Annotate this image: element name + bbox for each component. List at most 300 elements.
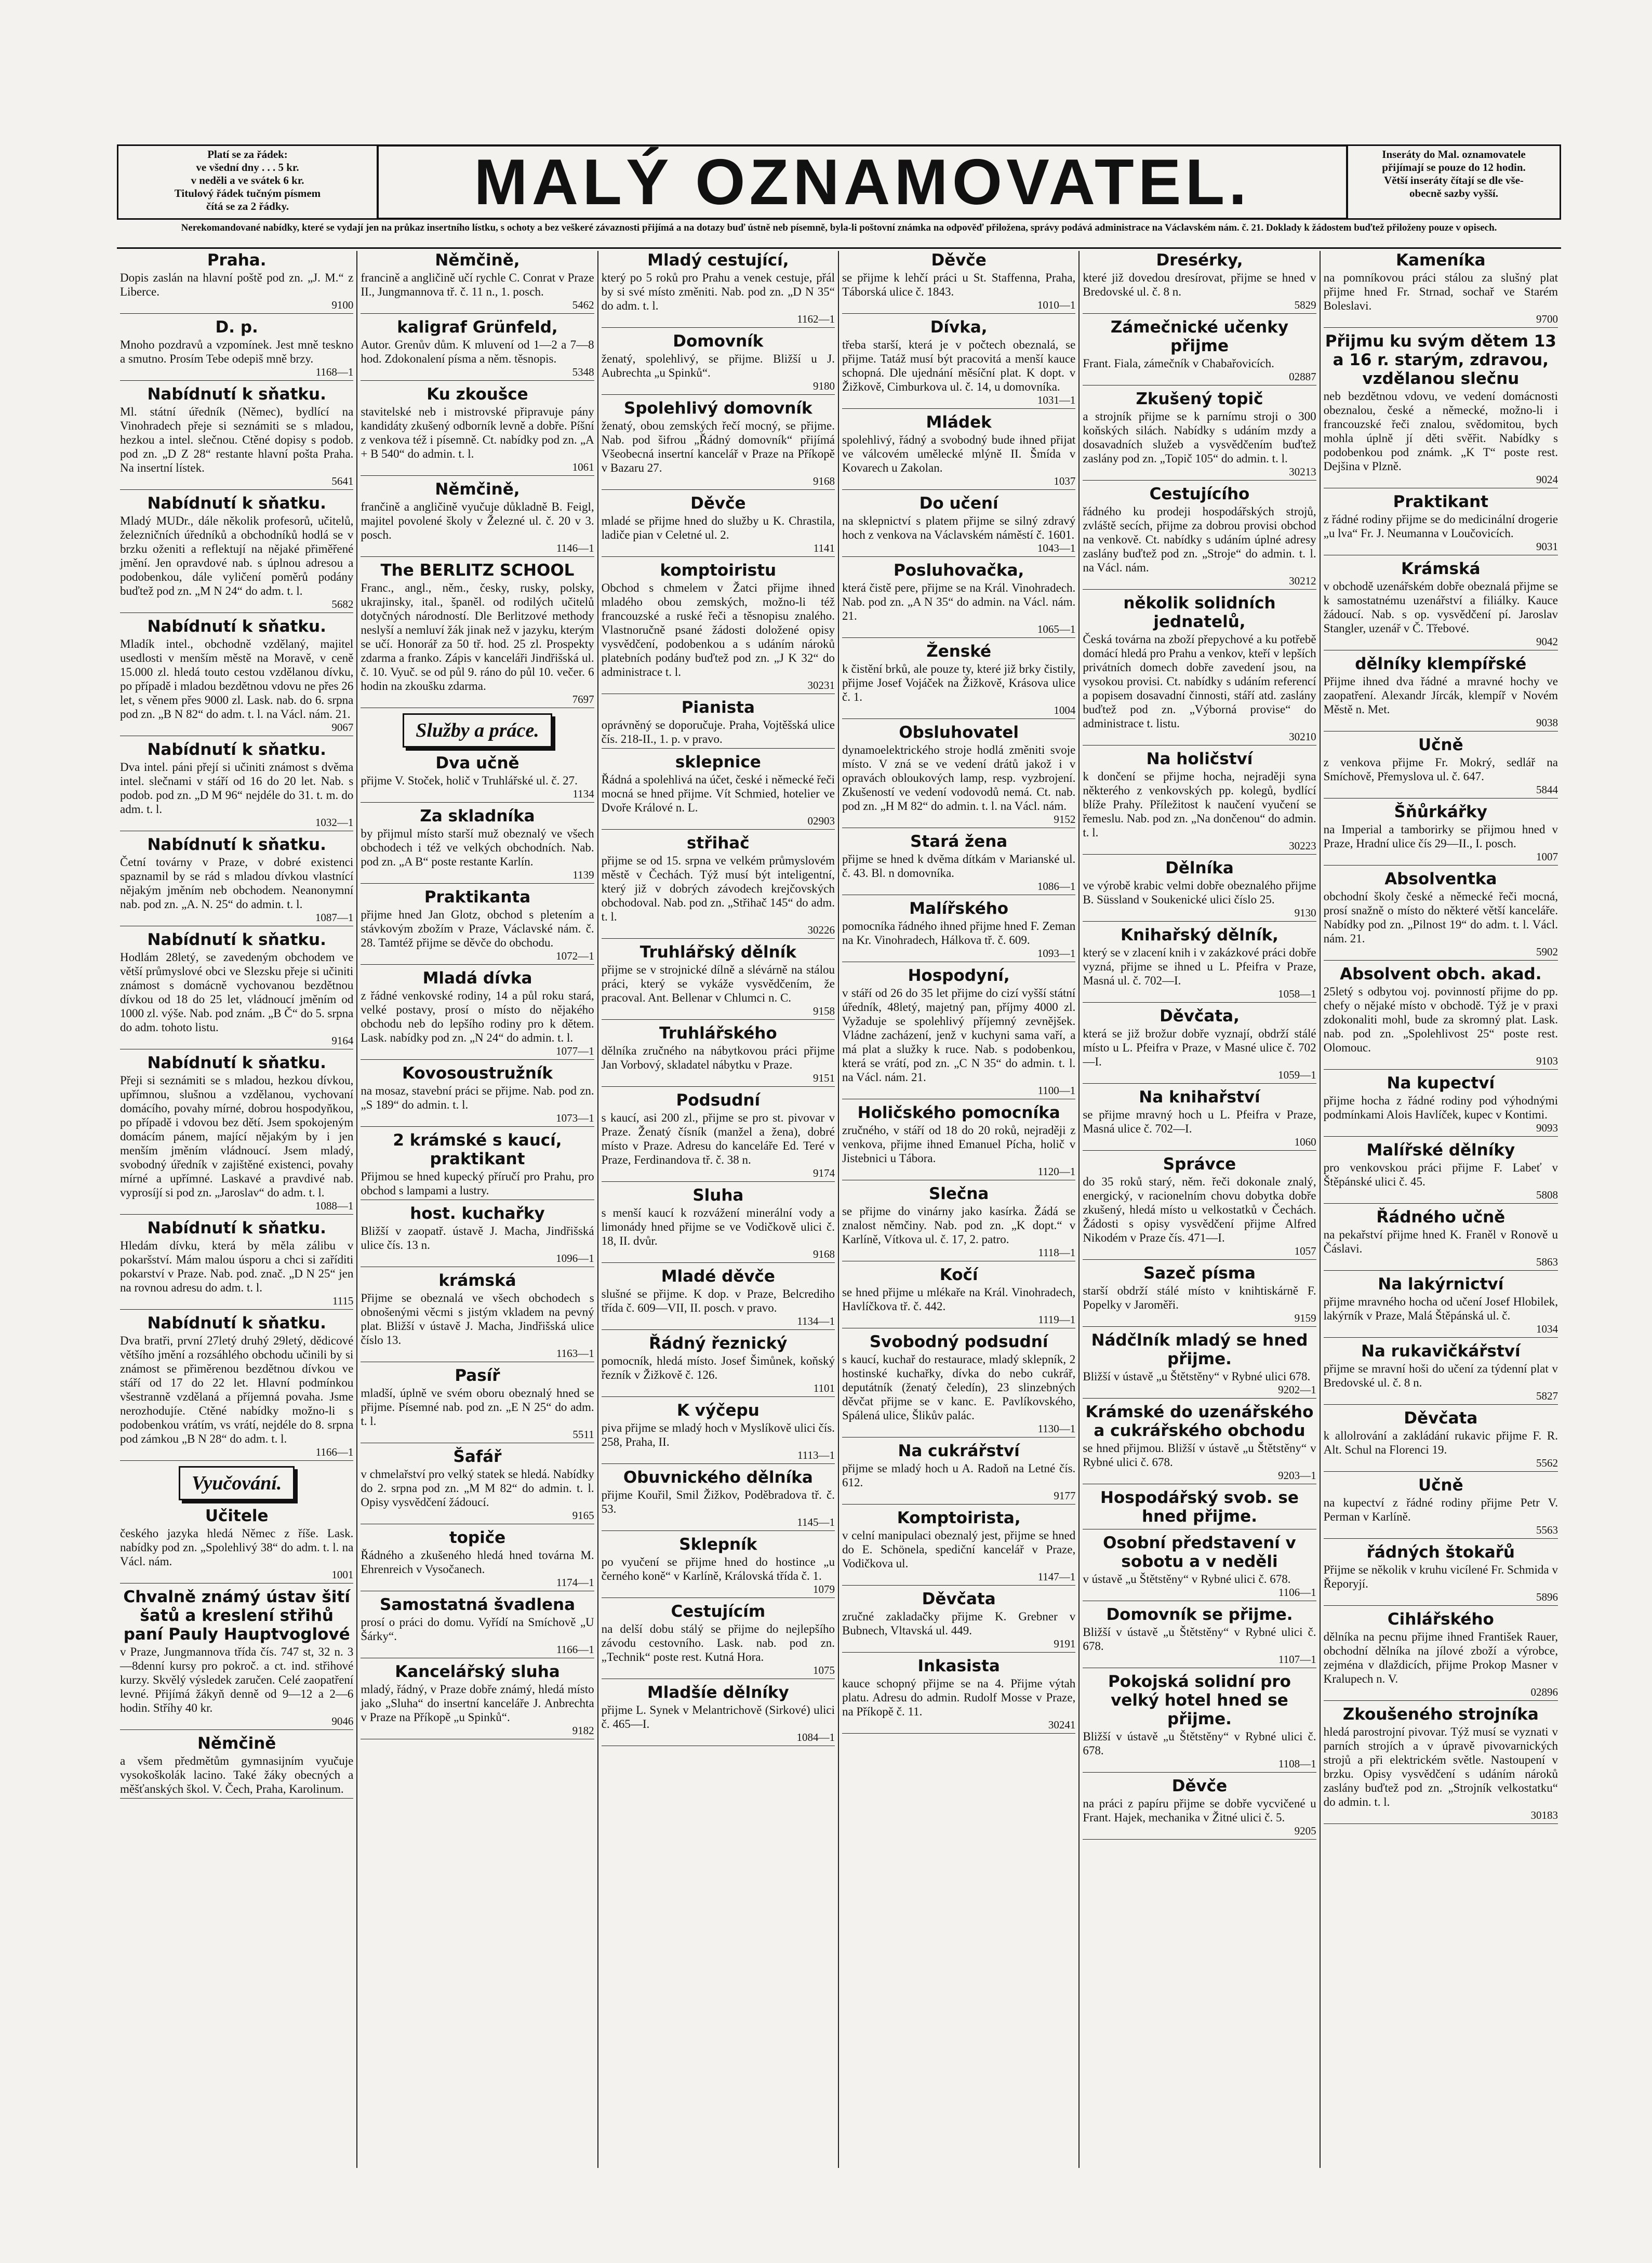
ad-number: 1031—1 xyxy=(842,394,1075,409)
ad-number: 5682 xyxy=(120,598,353,613)
ad-headline: 2 krámské s kaucí, praktikant xyxy=(393,1131,562,1168)
ad-number: 1088—1 xyxy=(120,1200,353,1215)
ad-headline: Samostatná švadlena xyxy=(379,1595,576,1614)
classified-ad xyxy=(602,1024,835,1087)
classified-ad xyxy=(120,318,353,381)
classified-ad xyxy=(602,1267,835,1330)
ad-number: 1101 xyxy=(602,1382,835,1397)
ad-headline: krámská xyxy=(438,1271,516,1290)
classified-ad xyxy=(1324,332,1558,488)
classified-ad xyxy=(1083,1605,1316,1668)
ad-headline: Dělníka xyxy=(1165,859,1234,877)
classified-ad xyxy=(361,1528,594,1591)
ad-number: 1058—1 xyxy=(1083,988,1316,1003)
ad-headline: Nabídnutí k sňatku. xyxy=(147,1219,326,1237)
ad-number: 1163—1 xyxy=(361,1347,594,1362)
ad-body: a všem předmětům gymnasijním vyučuje vysokoškolák lacino. Také žáky obecných a měšťanských škol. V. Čech, Praha, Karolinum. xyxy=(120,1754,354,1795)
ad-headline: několik solidních jednatelů, xyxy=(1123,594,1276,631)
ad-headline: Na rukavičkářství xyxy=(1361,1342,1521,1361)
pricing-box xyxy=(117,144,377,220)
classified-ad xyxy=(361,1366,594,1443)
ad-number: 30213 xyxy=(1083,465,1316,481)
ad-number: 30212 xyxy=(1083,575,1316,590)
classified-ad xyxy=(120,835,353,926)
header-note: Nerekomandované nabídky, které se vydají jen na průkaz insertního lístku, s ochoty a bez veškeré závaznosti přijímá a na dotazy buď ústně neb písemně, byla-li poštovní známka na odpověď přiložena, správy podává administrace na Václavském nám. č. 21. Doklady k žádostem buďtež přiloženy pouze v opisech. xyxy=(181,222,1497,233)
ad-number: 1106—1 xyxy=(1083,1586,1316,1601)
ad-headline: střihač xyxy=(687,834,750,853)
ad-headline: Sazeč písma xyxy=(1143,1264,1256,1283)
ad-body: na delší dobu stálý se přijme do nejlepšího závodu cestovního. Lask. nab. pod zn. „Technik“ poste rest. Kutná Hora. xyxy=(601,1622,835,1663)
ad-headline: Domovník xyxy=(673,332,764,351)
ad-number: 9152 xyxy=(842,813,1075,828)
ad-body: Přijme se obeznalá ve všech obchodech s obnošenými věcmi s jistým vkladem na pevný plat. Bližší v ústavě J. Macha, Jindřišská ulice číslo 13. xyxy=(361,1292,594,1347)
classified-ad xyxy=(602,251,835,328)
classified-ad xyxy=(361,1204,594,1267)
ad-number: 1077—1 xyxy=(361,1045,594,1060)
ad-headline: Osobní představení v sobotu a v neděli xyxy=(1103,1534,1296,1571)
classified-ad xyxy=(1324,251,1558,328)
ad-number: 9130 xyxy=(1083,907,1316,922)
classified-ad xyxy=(361,1595,594,1658)
ad-headline: Komptoirista, xyxy=(897,1509,1021,1527)
ad-number: 9042 xyxy=(1324,635,1558,650)
classified-ad xyxy=(1083,594,1316,746)
ad-headline: Němčině, xyxy=(435,251,520,270)
ad-headline: Pasíř xyxy=(455,1366,500,1385)
ad-number: 5462 xyxy=(361,299,594,314)
ad-headline: Na holičství xyxy=(1146,750,1253,768)
classified-ad xyxy=(842,561,1075,638)
ad-headline: Nabídnutí k sňatku. xyxy=(147,1314,326,1333)
ad-body: přijme hned Jan Glotz, obchod s pletením a stávkovým zbožím v Praze, Václavské nám. č. 28. Tamtéž přijme se děvče do obchodu. xyxy=(361,908,594,949)
classified-ad xyxy=(361,318,594,381)
ad-headline: Slečna xyxy=(928,1184,989,1203)
ad-headline: Praktikant xyxy=(1393,492,1489,511)
ad-number: 1115 xyxy=(120,1295,353,1310)
ad-number: 5844 xyxy=(1324,783,1558,798)
classified-ad xyxy=(1324,965,1558,1070)
ad-number: 30241 xyxy=(842,1719,1075,1734)
ad-number: 1084—1 xyxy=(602,1731,835,1746)
classified-ad xyxy=(602,561,835,694)
ad-number: 1059—1 xyxy=(1083,1069,1316,1084)
pricing-line: Titulový řádek tučným písmem xyxy=(174,187,321,199)
ad-body: Mladík intel., obchodně vzdělaný, majitel usedlosti v menším městě na Moravě, v ceně 15.000 zl. hledá touto cestou vzdělanou dívku, po případě i mladou bezdětnou vdovu ne přes 26 let, s věnem přes 9000 zl. Lask. nab. do 6. srpna pod zn. „B N 82“ do adm. t. l. na Václ. nám. 21. xyxy=(120,637,354,721)
ad-number: 5511 xyxy=(361,1428,594,1443)
classified-ad xyxy=(1324,1476,1558,1539)
classified-ad xyxy=(1324,560,1558,650)
classified-ad xyxy=(1083,390,1316,481)
classified-ad xyxy=(1324,1342,1558,1405)
ad-body: piva přijme se mladý hoch v Myslíkově ulici čís. 258, Praha, II. xyxy=(601,1421,835,1448)
classified-ad xyxy=(842,1657,1075,1734)
ad-body: Obchod s chmelem v Žatci přijme ihned mladého obou zemských, možno-li též francouzské a ruské řeči a těsnopisu znalého. Vlastnoručně psané žádosti doložené opisy vysvědčení, podobenkou a s udáním nároků platebních podány buďtež pod zn. „J K 32“ do administrace t. l. xyxy=(601,581,835,678)
classified-ad xyxy=(842,1333,1075,1437)
classified-ad xyxy=(120,1734,353,1799)
ad-number: 5863 xyxy=(1324,1256,1558,1271)
ad-headline: Zkušený topič xyxy=(1136,390,1263,408)
ad-body: ve výrobě krabic velmi dobře obeznalého přijme B. Süssland v Soukenické ulici číslo 25. xyxy=(1083,879,1316,906)
ad-body: obchodní školy české a německé řeči mocná, prosí snažně o místo do některé větší kanceláře. Nabídky pod zn. „Pilnost 19“ do adm. t. l. Václ. nám. 21. xyxy=(1323,890,1558,945)
classified-ad xyxy=(120,740,353,831)
ad-body: se hned přijmou. Bližší v ústavě „u Štětstěny“ v Rybné ulici č. 678. xyxy=(1083,1442,1316,1469)
ad-number: 9038 xyxy=(1324,716,1558,731)
ad-body: která se již brožur dobře vyznají, obdrží stálé místo u L. Pfeifra v Praze, v Masné ulice č. 702—I. xyxy=(1083,1027,1316,1068)
ad-number: 9024 xyxy=(1324,473,1558,488)
ad-headline: Krámská xyxy=(1401,560,1481,578)
ad-headline: Ku zkoušce xyxy=(427,385,528,404)
ad-number: 1130—1 xyxy=(842,1422,1075,1437)
classified-ad xyxy=(602,1535,835,1598)
classified-ad xyxy=(361,969,594,1060)
ad-number: 1037 xyxy=(842,475,1075,490)
classified-ad xyxy=(842,1509,1075,1586)
classified-ad xyxy=(361,385,594,476)
ad-headline: Mladé děvče xyxy=(661,1267,775,1286)
ad-number: 9158 xyxy=(602,1005,835,1020)
ad-number: 1119—1 xyxy=(842,1313,1075,1328)
ad-body: na pekařství přijme hned K. Franěl v Ronově u Čáslavi. xyxy=(1323,1228,1558,1255)
ad-headline: Dresérky, xyxy=(1156,251,1243,270)
classified-ad xyxy=(361,1447,594,1524)
ad-headline: Nabídnutí k sňatku. xyxy=(147,1054,326,1072)
ad-body: mladé se přijme hned do služby u K. Chrastila, ladiče pian v Celetné ul. 2. xyxy=(601,514,835,541)
ad-headline: Děvče xyxy=(690,494,746,513)
ad-body: Přijmou se hned kupecký příručí pro Prahu, pro obchod s lampami a lustry. xyxy=(361,1170,594,1197)
ad-number: 9202—1 xyxy=(1083,1383,1316,1399)
ad-headline: sklepnice xyxy=(675,753,761,771)
ad-headline: Děvče xyxy=(1171,1777,1228,1795)
ad-headline: Šafář xyxy=(453,1447,502,1466)
ad-headline: Praha. xyxy=(207,251,267,270)
classified-ad xyxy=(602,1468,835,1531)
ad-headline: komptoiristu xyxy=(660,561,777,580)
ad-body: z venkova přijme Fr. Mokrý, sedlář na Smíchově, Přemyslova ul. č. 647. xyxy=(1323,756,1558,783)
ad-number: 1034 xyxy=(1324,1323,1558,1338)
ad-body: starší obdrží stálé místo v knihtiskárně F. Popelky v Jaroměři. xyxy=(1083,1284,1316,1311)
classified-ad xyxy=(1324,1141,1558,1204)
classified-ad xyxy=(120,930,353,1049)
ad-number: 02903 xyxy=(602,815,835,830)
ad-body: Hledám dívku, která by měla zálibu v pokaršství. Mám malou úsporu a chci si zaříditi pokarství v Praze. Nab. pod. znač. „D N 25“ jen na rovnou adresu do adm. t. l. xyxy=(120,1239,354,1294)
ad-body: přijme se od 15. srpna ve velkém průmyslovém městě v Čechách. Týž musí být inteligentní, který již v dobrých závodech krejčovských obchodoval. Nab. pod zn. „Střihač 145“ do adm. t. l. xyxy=(601,854,835,923)
classified-ad xyxy=(361,888,594,965)
classified-ad xyxy=(842,1590,1075,1653)
classified-ad xyxy=(361,1271,594,1362)
ad-number: 1010—1 xyxy=(842,299,1075,314)
ad-number: 30223 xyxy=(1083,840,1316,855)
ad-body: Dva bratři, první 27letý druhý 29letý, dědicové většího jmění a rozsáhlého obchodu učinili by si známost se přiměrenou bezdětnou dívkou ve stáří od 17 do 22 let. Hlavní podmínkou všestranně vzdělaná a příjemná povaha. Jsme nerozhodujíe. Ctěné nabídky možno-li s podobenkou vrátím, vs vrátí, nejdéle do 8. srpna pod zámkou „B N 28“ do adm. t. l. xyxy=(120,1334,354,1445)
ad-column xyxy=(117,251,357,2168)
ad-headline: Kovosoustružník xyxy=(402,1064,553,1083)
classified-ad xyxy=(842,832,1075,895)
ad-number: 1145—1 xyxy=(602,1516,835,1531)
ad-number: 9168 xyxy=(602,1248,835,1263)
ad-body: řádného ku prodeji hospodářských strojů, zvláště secích, přijme za dobrou provisi obchod na venkově. Ct. nabídky s udáním úplné adresy zaslány buďtež pod zn. „Stroje“ do admin. t. l. na Václ. nám. xyxy=(1083,505,1316,574)
ad-number: 1057 xyxy=(1083,1245,1316,1260)
ad-number: 1147—1 xyxy=(842,1570,1075,1586)
ad-body: českého jazyka hledá Němec z říše. Lask. nabídky pod zn. „Spolehlivý 38“ do adm. t. l. na Václ. nám. xyxy=(120,1527,354,1568)
ad-column xyxy=(1080,251,1320,2168)
ad-headline: Do učení xyxy=(919,494,998,513)
classified-ad xyxy=(1083,1155,1316,1260)
ad-body: Hodlám 28letý, se zavedeným obchodem ve větší průmyslové obci ve Slezsku přeje si učiniti známost s domácně vychovanou bezdětnou dívkou od 18 do 25 let, vládnoucí jměním od 1000 zl. výše. Nab. pod znám. „B Č“ do 5. srpna do adm. tohoto listu. xyxy=(120,951,354,1034)
ad-number: 1139 xyxy=(361,869,594,884)
ad-body: přijme se v strojnické dílně a slévárně na stálou práci, který se vykáže vysvědčením, že pracoval. Ant. Bellenar v Chlumci n. C. xyxy=(601,963,835,1004)
ad-body: přijme se mravní hoši do učení za týdenní plat v Bredovské ul. č. 8 n. xyxy=(1323,1362,1558,1389)
ad-headline: topiče xyxy=(449,1528,506,1547)
ad-body: Ml. státní úředník (Němec), bydlící na Vinohradech přeje si seznámiti se s mladou, hezkou a intel. slečnou. Ctěné dopisy s podob. pod zn. „D Z 28“ restante hlavní pošta Praha. Na insertní lístek. xyxy=(120,405,354,474)
ad-headline: Absolvent obch. akad. xyxy=(1340,965,1542,983)
ad-headline: Učně xyxy=(1418,1476,1463,1495)
classified-ad xyxy=(602,753,835,830)
classified-ad xyxy=(842,251,1075,314)
ad-headline: Nabídnutí k sňatku. xyxy=(147,385,326,404)
ad-number: 5827 xyxy=(1324,1390,1558,1405)
classified-ad xyxy=(1083,1672,1316,1773)
classified-ad xyxy=(120,1507,353,1583)
ad-body: k čistění brků, ale pouze ty, které již brky čistily, přijme Josef Vojáček na Žižkově, Krásova ulice č. 1. xyxy=(842,662,1076,703)
classified-ad xyxy=(1324,655,1558,731)
ad-body: pomocníka řádného ihned přijme hned F. Zeman na Kr. Vinohradech, Hálkova tř. č. 609. xyxy=(842,920,1076,947)
classified-ad xyxy=(842,966,1075,1099)
ad-number: 1079 xyxy=(602,1583,835,1598)
ad-body: v ústavě „u Štětstěny“ v Rybné ulici č. 678. xyxy=(1083,1573,1291,1586)
ad-headline: Inkasista xyxy=(917,1657,1000,1675)
classified-ad xyxy=(1083,251,1316,314)
ad-headline: Obuvnického dělníka xyxy=(623,1468,813,1487)
ad-number: 5348 xyxy=(361,366,594,381)
insertion-info-line: přijímají se pouze do 12 hodin. xyxy=(1382,161,1526,174)
ad-headline: Učně xyxy=(1418,736,1463,754)
ad-body: se přijme do vinárny jako kasírka. Žádá se znalost němčiny. Nab. pod zn. „K dopt.“ v Karlíně, Vítkova ul. č. 17, 2. patro. xyxy=(842,1205,1076,1246)
ad-body: s menší kaucí k rozvážení minerální vody a limonády hned přijme se ve Vodičkově ulici č. 18, II. dvůr. xyxy=(601,1206,835,1247)
ad-headline: Ženské xyxy=(926,642,992,661)
insertion-info-line: obecně sazby vyšší. xyxy=(1409,187,1498,199)
ad-body: třeba starší, která je v počtech obeznalá, se přijme. Tatáž musí být pracovitá a menší kauce schopná. Dle ujednání měsíční plat. K dopt. v Žižkově, Cimburkova ul. č. 14, u domovníka. xyxy=(842,338,1076,393)
ad-headline: K výčepu xyxy=(676,1401,760,1420)
ad-number: 9165 xyxy=(361,1509,594,1524)
ad-headline: Zámečnické učenky přijme xyxy=(1110,318,1289,355)
ad-body: s kaucí, asi 200 zl., přijme se pro st. pivovar v Praze. Ženatý čísník (manžel a žena), dobré místo v Praze. Adresu do kanceláře Ed. Teré v Praze, Ferdinandova tř. č. 38 n. xyxy=(601,1111,835,1166)
ad-body: Bližší v zaopatř. ústavě J. Macha, Jindřišská ulice čís. 13 n. xyxy=(361,1224,594,1252)
classified-ad xyxy=(1083,485,1316,590)
ad-body: který se v zlacení knih i v zakázkové práci dobře vyzná, přijme se ihned u L. Pfeifra v Praze, Masná ul. č. 702—I. xyxy=(1083,946,1316,987)
classified-ad xyxy=(602,943,835,1020)
ad-number: 30231 xyxy=(602,679,835,694)
ad-headline: Sluha xyxy=(692,1186,744,1205)
ad-body: mladší, úplně ve svém oboru obeznalý hned se přijme. Písemné nab. pod zn. „E N 25“ do adm. t. l. xyxy=(361,1387,594,1428)
ad-body: na práci z papíru přijme se dobře vycvičené u Frant. Hajek, mechanika v Žitné ulici č. 5. xyxy=(1083,1797,1316,1824)
ad-headline: Cestujícím xyxy=(671,1602,766,1621)
classified-ad xyxy=(120,385,353,490)
ad-body: kauce schopný přijme se na 4. Přijme výtah platu. Adresu do admin. Rudolf Mosse v Praze, na Příkopě č. 11. xyxy=(842,1677,1076,1718)
page-title: MALÝ OZNAMOVATEL. xyxy=(377,144,1348,220)
ad-headline: Děvčata xyxy=(1404,1409,1478,1428)
ad-number: 9174 xyxy=(602,1167,835,1182)
ad-headline: Sklepník xyxy=(679,1535,757,1554)
ad-body: se hned přijme u mlékaře na Král. Vinohradech, Havlíčkova tř. č. 442. xyxy=(842,1286,1076,1313)
ad-number xyxy=(120,1796,353,1799)
pricing-line: v neděli a ve svátek 6 kr. xyxy=(191,174,304,187)
classified-ad xyxy=(842,318,1075,409)
ad-number: 1087—1 xyxy=(120,911,353,926)
classified-ad xyxy=(1324,1275,1558,1338)
classified-ad xyxy=(361,480,594,557)
ad-body: Bližší v ústavě „u Štětstěny“ v Rybné ulici 678. xyxy=(1083,1370,1311,1383)
ad-headline: Hospodyní, xyxy=(908,966,1010,985)
ad-body: dělníka zručného na nábytkovou práci přijme Jan Vorbový, skladatel nábytku v Praze. xyxy=(601,1044,835,1071)
ad-headline: Mládek xyxy=(926,413,992,432)
ad-body: Řádná a spolehlivá na účet, české i německé řeči mocná se hned přijme. Vít Schmied, hotelier ve Dvoře Králové n. L. xyxy=(601,773,835,814)
ad-number: 9159 xyxy=(1083,1312,1316,1327)
ad-number: 9031 xyxy=(1324,540,1558,555)
ad-number: 1113—1 xyxy=(602,1449,835,1464)
ad-number: 1075 xyxy=(602,1664,835,1679)
classified-ad xyxy=(602,1602,835,1679)
classified-ad xyxy=(602,1401,835,1464)
ad-headline: Mladšíe dělníky xyxy=(647,1683,789,1702)
ad-body: Mladý MUDr., dále několik profesorů, učitelů, železničních úředníků a obchodníků hodlá se v brzku oženiti a reflektují na nějaké přiměřené jmění. Jen opravdové nab. s úplnou adresou a podobenkou, dále vyličení poměrů podány buďtež pod zn. „M N 24“ do adm. t. l. xyxy=(120,514,354,597)
ad-headline: Nabídnutí k sňatku. xyxy=(147,930,326,949)
section-heading xyxy=(120,1466,353,1500)
classified-ad xyxy=(1324,1705,1558,1824)
ad-body: po vyučení se přijme hned do hostince „u černého koně“ v Karlíně, Královská třída č. 1. xyxy=(601,1555,835,1582)
classified-ad xyxy=(1324,803,1558,866)
ad-number: 30226 xyxy=(602,924,835,939)
ad-body: by přijmul místo starší muž obeznalý ve všech obchodech i též ve velkých obchodních. Nab. pod zn. „A B“ poste restante Karlín. xyxy=(361,827,594,868)
ad-body: přijme se hned k dvěma dítkám v Marianské ul. č. 43. Bl. n domovníka. xyxy=(842,853,1076,880)
ad-number: 9151 xyxy=(602,1072,835,1087)
ad-body: Bližší v ústavě „u Štětstěny“ v Rybné ulici č. 678. xyxy=(1083,1730,1316,1757)
ad-headline: Pokojská solidní pro velký hotel hned se přijme. xyxy=(1108,1672,1291,1728)
ad-body: k dončení se přijme hocha, nejraději syna některého z venkovských pp. kolegů, bydlící blíže Prahy. Příležitost k naučení vyučení se řemeslu. Nab. pod zn. „Na dončenou“ do admin. t. l. xyxy=(1083,770,1316,839)
classified-ad xyxy=(602,1683,835,1746)
ad-body: na sklepnictví s platem přijme se silný zdravý hoch z venkova na Václavském náměstí č. 1601. xyxy=(842,514,1076,541)
classified-ad xyxy=(361,561,594,708)
classified-ad xyxy=(602,1334,835,1397)
ad-number: 1072—1 xyxy=(361,950,594,965)
ad-body: Autor. Grenův dům. K mluvení od 1—2 a 7—8 hod. Zdokonalení písma a něm. těsnopis. xyxy=(361,338,594,365)
ad-headline: Na kupectví xyxy=(1387,1074,1495,1093)
ad-number: 9180 xyxy=(602,380,835,395)
classified-ad xyxy=(1083,1534,1316,1601)
ad-number: 9168 xyxy=(602,475,835,490)
ad-column xyxy=(839,251,1080,2168)
classified-ad xyxy=(361,1662,594,1739)
ad-body: dělníka na pecnu přijme ihned František Rauer, obchodní dělníka na jílové zboží a výrobce, zejména v dlaždicích, přijme Prokop Masner v Kralupech n. V. xyxy=(1323,1630,1558,1685)
ad-number: 1168—1 xyxy=(120,366,353,381)
ad-headline: Truhlářský dělník xyxy=(640,943,796,962)
section-label: Služby a práce. xyxy=(403,713,552,748)
ad-body: Bližší v ústavě „u Štětstěny“ v Rybné ulici č. 678. xyxy=(1083,1626,1316,1653)
ad-number: 9164 xyxy=(120,1034,353,1049)
ad-body: oprávněný se doporučuje. Praha, Vojtěšská ulice čís. 218-II., 1. p. v pravo. xyxy=(601,718,835,746)
ad-number: 1166—1 xyxy=(120,1446,353,1461)
ad-number: 1001 xyxy=(120,1568,353,1583)
ad-body: Česká továrna na zboží přepychové a ku potřebě domácí hledá pro Prahu a venkov, kteří v lepších privátních domech dobře zavedení jsou, na vysokou provisi. Ct. nabídky s udáním referencí a popisem dosavadní činnosti, stáří atd. zaslány buďtež pod zn. „Výborná provise“ do administrace t. listu. xyxy=(1083,633,1316,730)
insertion-info-box xyxy=(1348,144,1561,220)
ad-headline: Řádný řeznický xyxy=(649,1334,788,1353)
ad-number: 1032—1 xyxy=(120,816,353,831)
classified-ad xyxy=(1083,1403,1316,1484)
ad-columns xyxy=(117,251,1561,2168)
ad-number: 02896 xyxy=(1324,1686,1558,1701)
ad-headline: Praktikanta xyxy=(424,888,531,907)
ad-body: prosí o práci do domu. Vyřídí na Smíchově „U Šárky“. xyxy=(361,1616,594,1643)
ad-number: 30183 xyxy=(1324,1809,1558,1824)
ad-headline: Nádčlník mladý se hned přijme. xyxy=(1091,1331,1308,1368)
ad-body: přijme hocha z řádné rodiny pod výhodnými podmínkami Alois Havlíček, kupec v Kontimi. xyxy=(1323,1094,1558,1121)
ad-number xyxy=(361,1197,594,1200)
ad-body: v Praze, Jungmannova třída čís. 747 st, 32 n. 3—8denní kursy pro pokroč. a ct. ind. střihové kurzy. Skvělý výsledek zaručen. Celé zaopatření levné. Přijímá žákyň denně od 9—12 a 2—6 hodin. Stříhy 40 kr. xyxy=(120,1645,354,1714)
ad-number: 1107—1 xyxy=(1083,1653,1316,1668)
ad-number: 9046 xyxy=(120,1715,353,1730)
ad-headline: Pianista xyxy=(681,698,755,717)
classified-ad xyxy=(1083,750,1316,855)
ad-body: dynamoelektrického stroje hodlá změniti svoje místo. V zná se ve vedení drátů jakož i v opravách obloukových lamp, resp. vyzbrojení. Zkušeností ve vedení vodovodů nemá. Ct. nab. pod zn. „H M 82“ do admin. t. l. na Václ. nám. xyxy=(842,743,1076,813)
ad-headline: Nabídnutí k sňatku. xyxy=(147,835,326,854)
ad-number: 1073—1 xyxy=(361,1112,594,1127)
ad-number: 1141 xyxy=(602,542,835,557)
ad-headline: Obsluhovatel xyxy=(899,723,1019,742)
ad-number: 9093 xyxy=(1324,1122,1558,1137)
ad-body: francině a angličině učí rychle C. Conrat v Praze II., Jungmannova tř. č. 11 n., 1. posch. xyxy=(361,271,594,298)
ad-headline: Zkoušeného strojníka xyxy=(1342,1705,1539,1724)
classified-ad xyxy=(842,723,1075,828)
classified-ad xyxy=(361,251,594,314)
ad-body: pomocník, hledá místo. Josef Šimůnek, koňský řezník v Žižkově č. 126. xyxy=(601,1354,835,1381)
ad-body: na Imperial a tamborirky se přijmou hned v Praze, Hradní ulice čís 29—II., I. posch. xyxy=(1323,823,1558,850)
ad-headline: Nabídnutí k sňatku. xyxy=(147,494,326,513)
ad-number: 5641 xyxy=(120,475,353,490)
classified-ad xyxy=(842,1442,1075,1505)
classified-ad xyxy=(602,1091,835,1182)
ad-number: 30210 xyxy=(1083,730,1316,746)
ad-headline: Kočí xyxy=(939,1266,978,1284)
classified-ad xyxy=(1083,859,1316,922)
ad-body: které již dovedou dresírovat, přijme se hned v Bredovské ul. č. 8 n. xyxy=(1083,271,1316,298)
classified-ad xyxy=(120,1588,353,1730)
pricing-line: Platí se za řádek: xyxy=(207,148,288,161)
ad-body: přijme L. Synek v Melantrichově (Sirkové) ulici č. 465—I. xyxy=(601,1703,835,1730)
ad-headline: dělníky klempířské xyxy=(1355,655,1527,673)
ad-headline: The BERLITZ SCHOOL xyxy=(380,561,575,580)
classified-ad xyxy=(120,251,353,314)
ad-number: 5902 xyxy=(1324,946,1558,961)
classified-ad xyxy=(602,698,835,749)
ad-number xyxy=(1083,1527,1316,1529)
ad-number: 9700 xyxy=(1324,313,1558,328)
ad-headline: Posluhovačka, xyxy=(893,561,1024,580)
classified-ad xyxy=(1324,870,1558,961)
classified-ad xyxy=(1083,1264,1316,1327)
ad-number: 9100 xyxy=(120,299,353,314)
ad-number: 1060 xyxy=(1083,1136,1316,1151)
ad-number: 5563 xyxy=(1324,1524,1558,1539)
insertion-info-line: Větší inseráty čítají se dle vše- xyxy=(1384,174,1524,187)
ad-body: do 35 roků starý, něm. řeči dokonale znalý, energický, v racionelním chovu dobytka dobře zkušený, hledá místo u velkostatků v Čechách. Žádosti s opisy vysvědčení přijme Alfred Nikodém v Praze čís. 471—I. xyxy=(1083,1175,1316,1244)
ad-body: Frant. Fiala, zámečník v Chabařovicích. xyxy=(1083,357,1274,370)
ad-column xyxy=(598,251,839,2168)
ad-column xyxy=(357,251,598,2168)
ad-number: 7697 xyxy=(361,693,594,708)
ad-number: 9067 xyxy=(120,721,353,736)
ad-headline: Správce xyxy=(1163,1155,1236,1174)
ad-body: Franc., angl., něm., česky, rusky, polsky, ukrajinsky, ital., španěl. od rodilých učitelů dotyčných národností. Dle Berlitzové methody neslyší a nemluví žák jinak než v jazyku, kterým se učí. Honorář za 50 tř. hod. 25 zl. Prospekty zdarma a franko. Zápis v kanceláři Jindřišská ul. č. 10. Vyuč. se od půl 9. ráno do půl 10. večer. 6 hodin na zkoušku zdarma. xyxy=(361,581,594,693)
ad-headline: Němčině, xyxy=(435,480,520,499)
ad-body: Přijme ihned dva řádné a mravné hochy ve zaopatření. Alexandr Jírcák, klempíř v Novém Městě n. Met. xyxy=(1323,675,1558,716)
